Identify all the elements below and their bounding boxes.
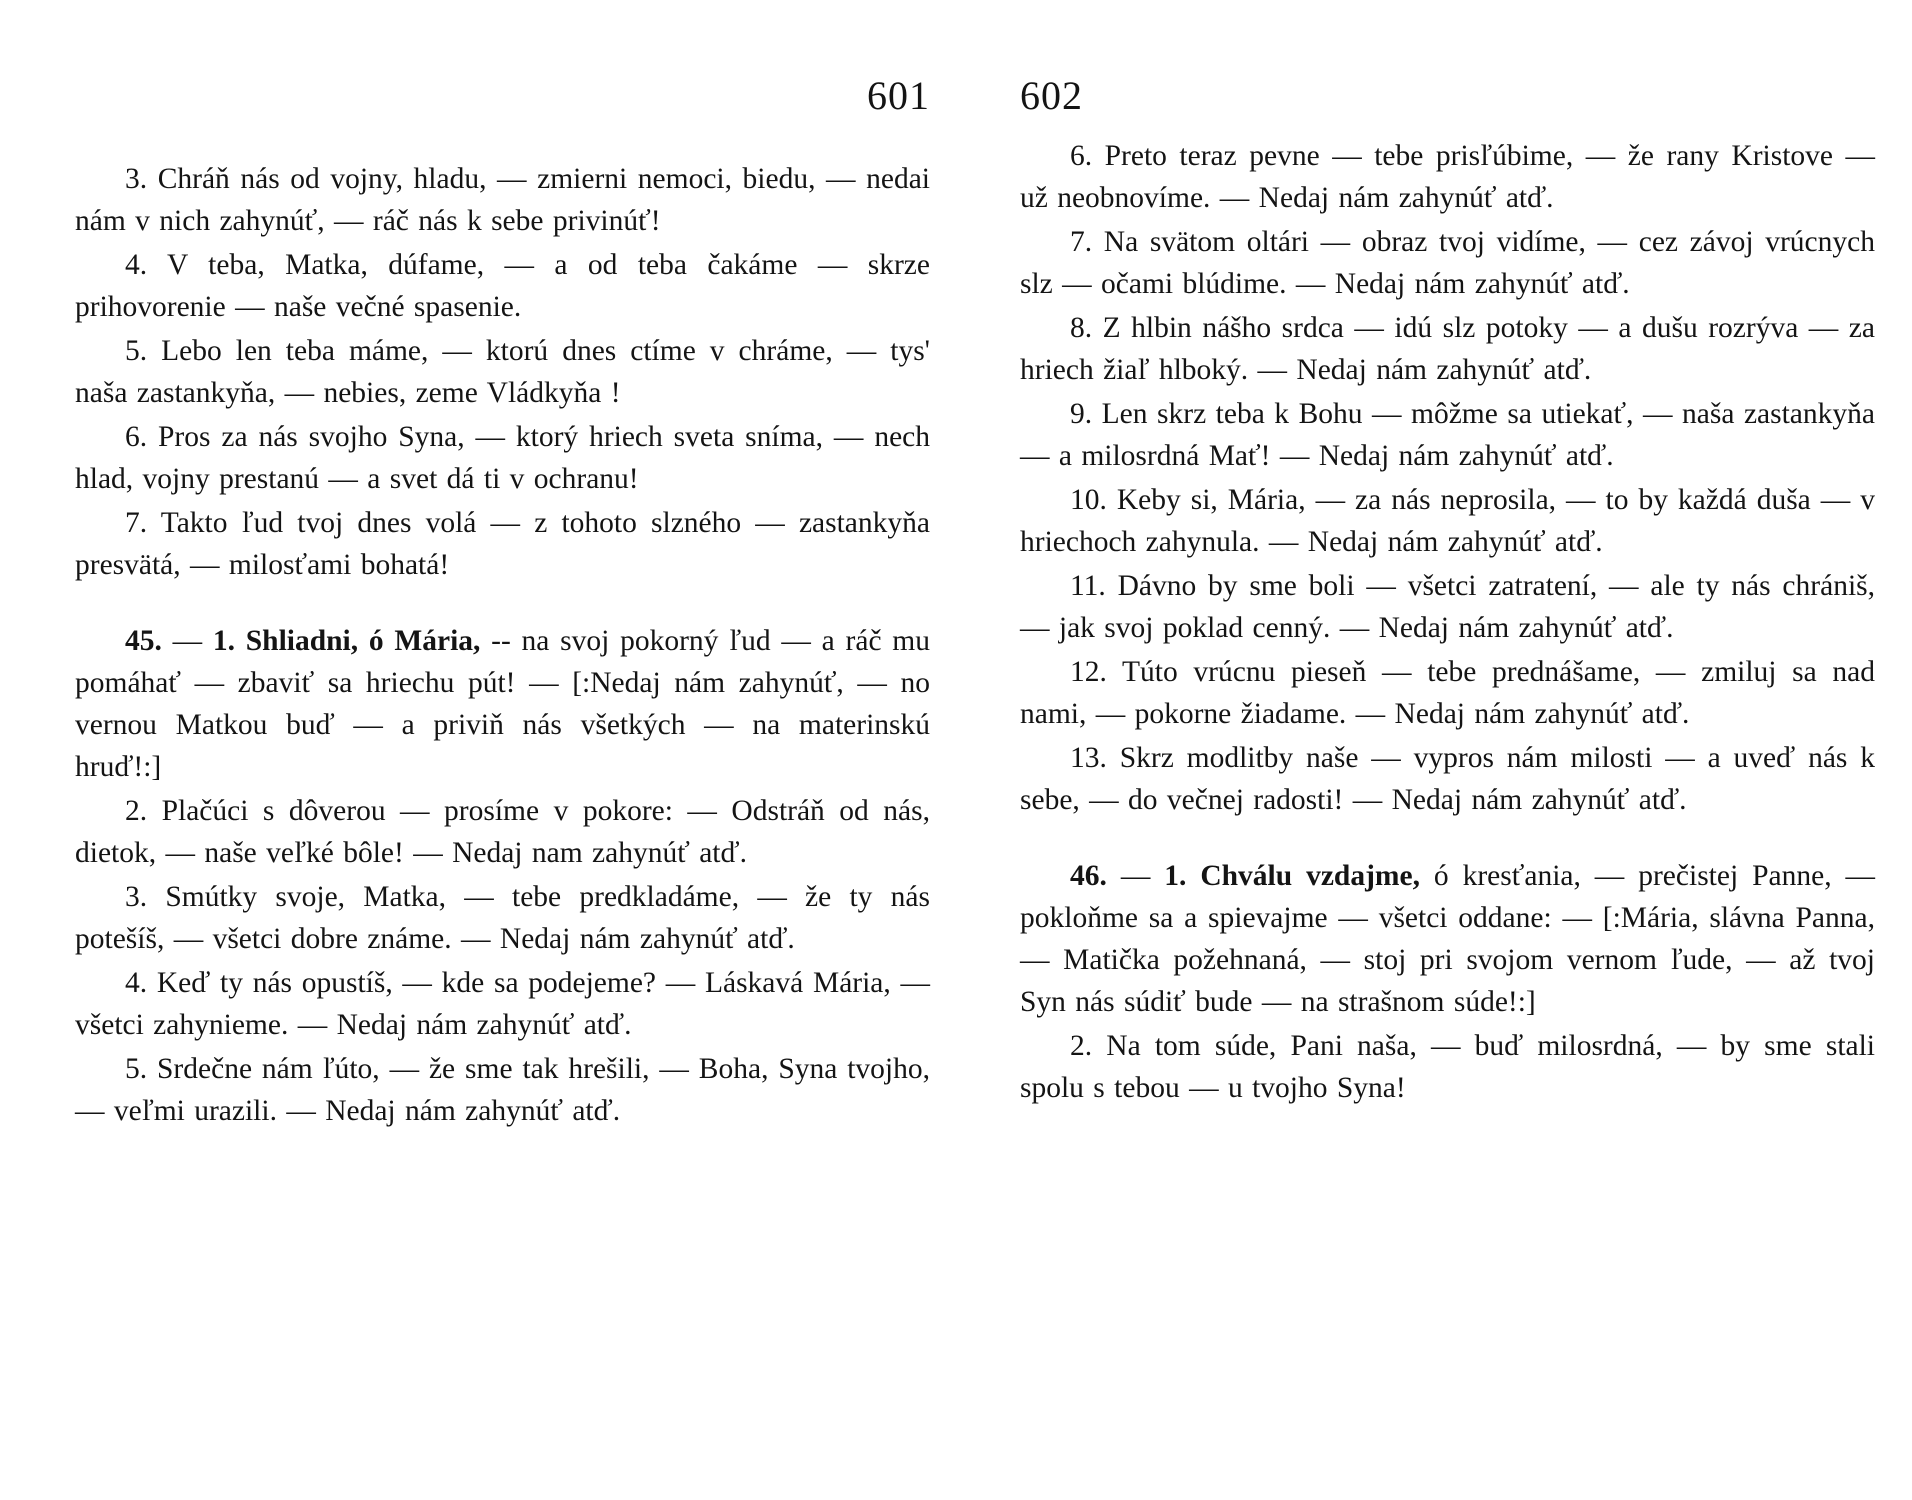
verse: 2. Na tom súde, Pani naša, — buď milosrdná, — by sme stali spolu s tebou — u tvojho Syna! bbox=[1020, 1030, 1875, 1104]
hymn-number: 46. bbox=[1070, 860, 1107, 892]
verse-text: -- na svoj pokorný ľud — a ráč mu pomáhať — zbaviť sa hriechu pút! — [:Nedaj nám zahynúť, — no vernou Matkou buď — a priviň nás všetkých — na materinskú hruď!:] bbox=[75, 625, 930, 783]
verse: 7. Na svätom oltári — obraz tvoj vidíme, — cez závoj vrúcnych slz — očami blúdime. — Nedaj nám zahynúť atď. bbox=[1020, 226, 1875, 300]
hymn-45-first-verse: 45. — 1. Shliadni, ó Mária, -- na svoj pokorný ľud — a ráč mu pomáhať — zbaviť sa hriechu pút! — [:Nedaj nám zahynúť, — no vernou Matkou buď — a priviň nás všetkých — na materinskú hruď!:] bbox=[75, 625, 930, 783]
left-page bbox=[75, 0, 930, 1500]
verse: 10. Keby si, Mária, — za nás neprosila, — to by každá duša — v hriechoch zahynula. — Nedaj nám zahynúť atď. bbox=[1020, 484, 1875, 558]
page-number: 602 bbox=[1020, 73, 1083, 118]
verse: 5. Lebo len teba máme, — ktorú dnes ctíme v chráme, — tys' naša zastankyňa, — nebies, zeme Vládkyňa ! bbox=[75, 335, 930, 409]
left-page-text bbox=[75, 158, 930, 1134]
hymn-title: 1. Shliadni, ó Mária, bbox=[212, 625, 481, 657]
hymn-title: 1. Chválu vzdajme, bbox=[1164, 860, 1420, 892]
hymn-number: 45. bbox=[125, 625, 162, 657]
verse-text: ó kresťania, — prečistej Panne, — pokloňme sa a spievajme — všetci oddane: — [:Mária, slávna Panna, — Matička požehnaná, — stoj pri svojom vernom ľude, — až tvoj Syn nás súdiť bude — na strašnom súde!:] bbox=[1020, 860, 1876, 1018]
verse: 3. Chráň nás od vojny, hladu, — zmierni nemoci, biedu, — nedai nám v nich zahynúť, — ráč nás k sebe privinúť! bbox=[75, 163, 930, 237]
verse: 6. Pros za nás svojho Syna, — ktorý hriech sveta sníma, — nech hlad, vojny prestanú — a svet dá ti v ochranu! bbox=[75, 421, 930, 495]
verse: 11. Dávno by sme boli — všetci zatratení, — ale ty nás chrániš, — jak svoj poklad cenný. — Nedaj nám zahynúť atď. bbox=[1020, 570, 1875, 644]
verse: 7. Takto ľud tvoj dnes volá — z tohoto slzného — zastankyňa presvätá, — milosťami bohatá! bbox=[75, 507, 930, 581]
verse: 13. Skrz modlitby naše — vypros nám milosti — a uveď nás k sebe, — do večnej radosti! — Nedaj nám zahynúť atď. bbox=[1020, 742, 1875, 816]
verse: 9. Len skrz teba k Bohu — môžme sa utiekať, — naša zastankyňa — a milosrdná Mať! — Nedaj nám zahynúť atď. bbox=[1020, 398, 1875, 472]
verse: 6. Preto teraz pevne — tebe prisľúbime, — že rany Kristove — už neobnovíme. — Nedaj nám zahynúť atď. bbox=[1020, 140, 1875, 214]
verse: 12. Túto vrúcnu pieseň — tebe prednášame, — zmiluj sa nad nami, — pokorne žiadame. — Nedaj nám zahynúť atď. bbox=[1020, 656, 1875, 730]
right-page bbox=[1020, 0, 1875, 1500]
right-page-text bbox=[1020, 135, 1875, 1111]
verse: 5. Srdečne nám ľúto, — že sme tak hrešili, — Boha, Syna tvojho, — veľmi urazili. — Nedaj nám zahynúť atď. bbox=[75, 1053, 930, 1127]
verse: 2. Plačúci s dôverou — prosíme v pokore: — Odstráň od nás, dietok, — naše veľké bôle! — Nedaj nam zahynúť atď. bbox=[75, 795, 930, 869]
page-number: 601 bbox=[867, 73, 930, 118]
verse: 4. V teba, Matka, dúfame, — a od teba čakáme — skrze prihovorenie — naše večné spasenie. bbox=[75, 249, 930, 323]
verse: 4. Keď ty nás opustíš, — kde sa podejeme? — Láskavá Mária, — všetci zahynieme. — Nedaj nám zahynúť atď. bbox=[75, 967, 930, 1041]
hymn-46-first-verse: 46. — 1. Chválu vzdajme, ó kresťania, — prečistej Panne, — pokloňme sa a spievajme — všetci oddane: — [:Mária, slávna Panna, — Matička požehnaná, — stoj pri svojom vernom ľude, — až tvoj Syn nás súdiť bude — na strašnom súde!:] bbox=[1020, 860, 1876, 1018]
verse: 3. Smútky svoje, Matka, — tebe predkladáme, — že ty nás potešíš, — všetci dobre známe. — Nedaj nám zahynúť atď. bbox=[75, 881, 930, 955]
verse: 8. Z hlbin nášho srdca — idú slz potoky — a dušu rozrýva — za hriech žiaľ hlboký. — Nedaj nám zahynúť atď. bbox=[1020, 312, 1875, 386]
